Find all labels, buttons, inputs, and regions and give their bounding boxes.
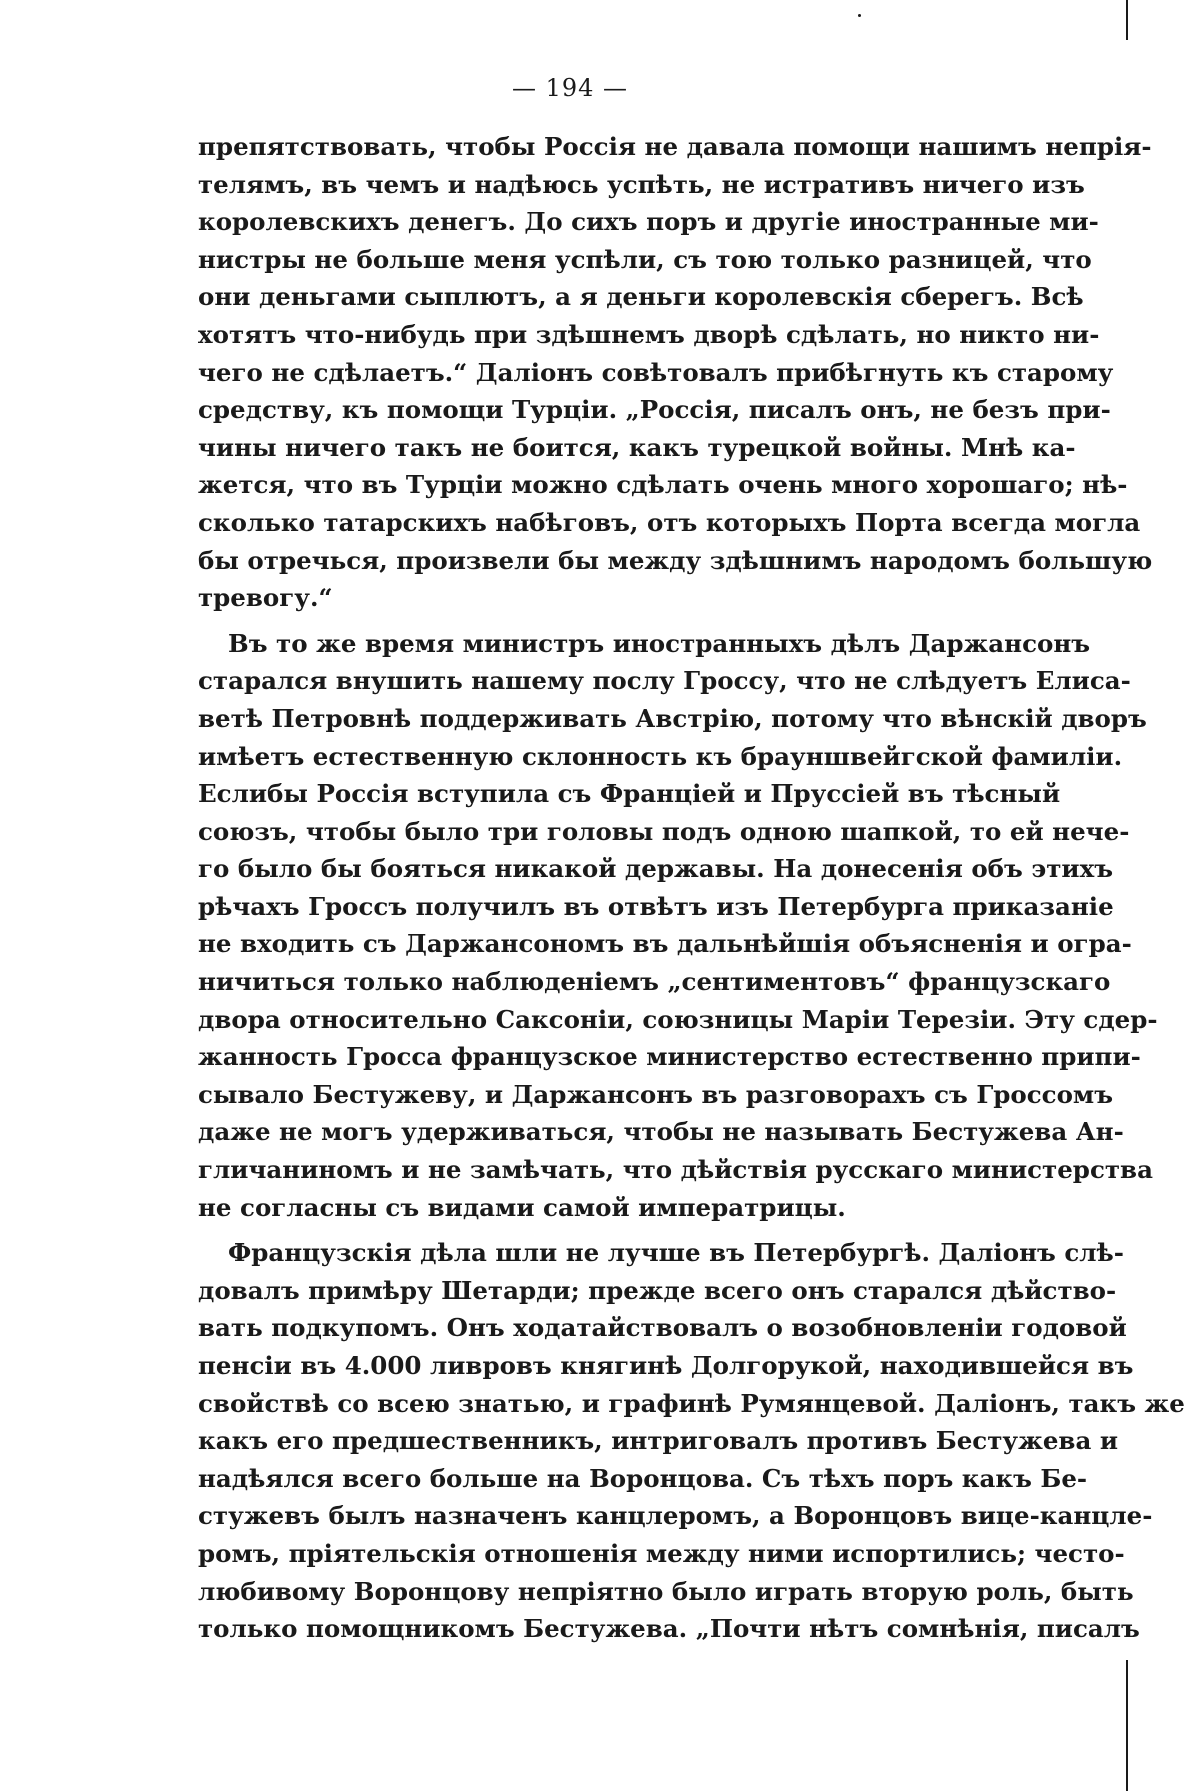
text-line: рѣчахъ Гроссъ получилъ въ отвѣтъ изъ Петербурга приказаніе [198, 891, 1114, 921]
text-line: не согласны съ видами самой императрицы. [198, 1192, 846, 1222]
text-line: даже не могъ удерживаться, чтобы не называть Бестужева Ан- [198, 1117, 1124, 1147]
text-line: только помощникомъ Бестужева. „Почти нѣтъ сомнѣнія, писалъ [198, 1614, 1140, 1644]
text-line: гличаниномъ и не замѣчать, что дѣйствія русскаго министерства [198, 1155, 1153, 1185]
scan-dust-mark [858, 14, 861, 17]
text-line: ничиться только наблюденіемъ „сентиментовъ“ французскаго [198, 967, 1111, 997]
text-line: телямъ, въ чемъ и надѣюсь успѣть, не истративъ ничего изъ [198, 169, 1085, 199]
text-line: надѣялся всего больше на Воронцова. Съ тѣхъ поръ какъ Бе- [198, 1463, 1088, 1493]
paragraph-3 [198, 1234, 1185, 1648]
text-line: сывало Бестужеву, и Даржансонъ въ разговорахъ съ Гроссомъ [198, 1079, 1113, 1109]
text-line: имѣетъ естественную склонность къ брауншвейгской фамиліи. [198, 741, 1123, 771]
text-line: сколько татарскихъ набѣговъ, отъ которыхъ Порта всегда могла [198, 507, 1141, 537]
text-line: хотятъ что-нибудь при здѣшнемъ дворѣ сдѣлать, но никто ни- [198, 319, 1100, 349]
paragraph-2 [198, 625, 1158, 1227]
text-line: любивому Воронцову непріятно было играть вторую роль, быть [198, 1576, 1134, 1606]
text-line: средству, къ помощи Турціи. „Россія, писалъ онъ, не безъ при- [198, 395, 1111, 425]
text-line: вать подкупомъ. Онъ ходатайствовалъ о возобновленіи годовой [198, 1313, 1127, 1343]
text-line: препятствовать, чтобы Россія не давала помощи нашимъ непрія- [198, 132, 1152, 161]
text-line: старался внушить нашему послу Гроссу, что не слѣдуетъ Елиса- [198, 666, 1131, 696]
scan-edge-mark [1126, 1660, 1128, 1791]
text-line: тревогу.“ [198, 583, 333, 613]
text-line: жется, что въ Турціи можно сдѣлать очень много хорошаго; нѣ- [198, 470, 1128, 500]
text-line: чины ничего такъ не боится, какъ турецкой войны. Мнѣ ка- [198, 432, 1076, 462]
body-text [198, 128, 1185, 1648]
text-line: нистры не больше меня успѣли, съ тою только разницей, что [198, 244, 1092, 274]
text-line: чего не сдѣлаетъ.“ Даліонъ совѣтовалъ прибѣгнуть къ старому [198, 357, 1114, 387]
text-line: ветѣ Петровнѣ поддерживать Австрію, потому что вѣнскій дворъ [198, 703, 1147, 733]
text-line: союзъ, чтобы было три головы подъ одною шапкой, то ей нече- [198, 816, 1130, 846]
text-line: не входить съ Даржансономъ въ дальнѣйшія объясненія и огра- [198, 929, 1132, 959]
paragraph-1 [198, 128, 1153, 617]
text-line: го было бы бояться никакой державы. На донесенія объ этихъ [198, 854, 1114, 884]
text-line: Французскія дѣла шли не лучше въ Петербургѣ. Даліонъ слѣ- [228, 1238, 1124, 1268]
text-line: довалъ примѣру Шетарди; прежде всего онъ старался дѣйство- [198, 1275, 1117, 1305]
text-line: Въ то же время министръ иностранныхъ дѣлъ Даржансонъ [228, 628, 1091, 658]
text-line: какъ его предшественникъ, интриговалъ противъ Бестужева и [198, 1426, 1119, 1456]
text-line: жанность Гросса французское министерство естественно припи- [198, 1042, 1141, 1072]
text-line: двора относительно Саксоніи, союзницы Маріи Терезіи. Эту сдер- [198, 1004, 1158, 1034]
text-line: ромъ, пріятельскія отношенія между ними испортились; често- [198, 1538, 1125, 1568]
text-line: бы отречься, произвели бы между здѣшнимъ народомъ большую [198, 545, 1153, 575]
text-line: пенсіи въ 4.000 ливровъ княгинѣ Долгорукой, находившейся въ [198, 1351, 1134, 1380]
page-number: — 194 — [511, 74, 629, 102]
text-line: королевскихъ денегъ. До сихъ поръ и другіе иностранные ми- [198, 207, 1099, 237]
text-line: стужевъ былъ назначенъ канцлеромъ, а Воронцовъ вице-канцле- [198, 1501, 1153, 1531]
scan-edge-mark [1126, 0, 1128, 40]
text-line: Еслибы Россія вступила съ Франціей и Пруссіей въ тѣсный [198, 779, 1061, 809]
text-line: свойствѣ со всею знатью, и графинѣ Румянцевой. Даліонъ, такъ же [198, 1388, 1185, 1418]
text-line: они деньгами сыплютъ, а я деньги королевскія сберегъ. Всѣ [198, 282, 1084, 312]
